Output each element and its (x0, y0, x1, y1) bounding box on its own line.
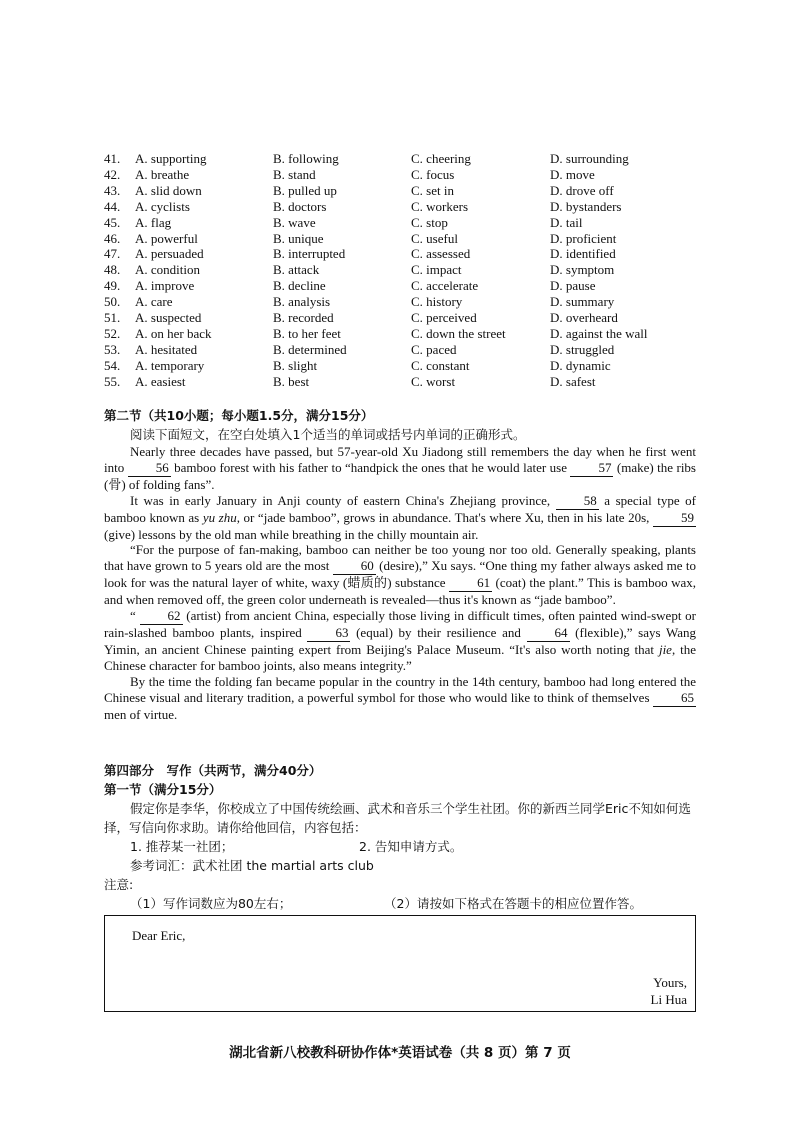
option-d[interactable]: D. drove off (550, 182, 614, 198)
option-c[interactable]: C. accelerate (411, 278, 479, 294)
blank-61[interactable]: 61 (449, 575, 492, 592)
option-b[interactable]: B. recorded (273, 310, 334, 326)
option-b[interactable]: B. pulled up (273, 182, 337, 198)
option-b[interactable]: B. analysis (273, 294, 331, 310)
option-c[interactable]: C. constant (411, 357, 470, 373)
option-c[interactable]: C. worst (411, 373, 456, 389)
option-d[interactable]: D. overheard (550, 310, 618, 326)
requirement-2: 2. 告知申请方式。 (359, 839, 463, 854)
option-b[interactable]: B. following (273, 151, 339, 166)
mc-question-row (104, 199, 700, 215)
option-c[interactable]: C. focus (411, 166, 455, 182)
option-c[interactable]: C. cheering (411, 151, 471, 166)
letter-closing-block (651, 974, 687, 1008)
question-number: 47. (104, 246, 121, 262)
blank-57[interactable]: 57 (570, 460, 613, 477)
option-c[interactable]: C. assessed (411, 246, 471, 262)
section-2-heading: 第二节（共10小题；每小题1.5分，满分15分） (104, 408, 374, 423)
multiple-choice-options (104, 151, 700, 390)
section-2-instruction: 阅读下面短文，在空白处填入1个适当的单词或括号内单词的正确形式。 (130, 427, 526, 442)
option-b[interactable]: B. wave (273, 214, 316, 230)
question-number: 48. (104, 262, 121, 278)
writing-prompt: 假定你是李华，你校成立了中国传统绘画、武术和音乐三个学生社团。你的新西兰同学Eric不知如何选择，写信向你求助。请你给他回信，内容包括： (104, 801, 691, 835)
part-4-sub-heading: 第一节（满分15分） (104, 782, 222, 797)
page-footer: 湖北省新八校教科研协作体*英语试卷（共 8 页）第 7 页 (229, 1045, 571, 1061)
question-number: 44. (104, 198, 121, 214)
option-c[interactable]: C. useful (411, 230, 458, 246)
option-b[interactable]: B. to her feet (273, 325, 341, 341)
blank-65[interactable]: 65 (653, 690, 696, 707)
option-c[interactable]: C. workers (411, 198, 469, 214)
option-a[interactable]: A. breathe (135, 166, 190, 182)
option-a[interactable]: A. suspected (135, 310, 202, 326)
option-d[interactable]: D. proficient (550, 230, 617, 246)
blank-60[interactable]: 60 (333, 558, 376, 575)
blank-62[interactable]: 62 (140, 608, 183, 625)
option-a[interactable]: A. persuaded (135, 246, 204, 262)
option-b[interactable]: B. stand (273, 166, 316, 182)
question-number: 52. (104, 325, 121, 341)
blank-59[interactable]: 59 (653, 510, 696, 527)
passage-paragraph-4: “ 62 (artist) from ancient China, especially those living in difficult times, often painted wind-swept or rain-slashed bamboo plants, inspired 63 (equal) by their resilience and 64 (flexible),” says Wang Yimin, an ancient Chinese painting expert from Beijing's Palace Museum. “It's also worth noting that jie, the Chinese character for bamboo joints, also means integrity.” (104, 608, 696, 673)
option-b[interactable]: B. attack (273, 262, 320, 278)
option-a[interactable]: A. slid down (135, 182, 202, 198)
mc-question-row (104, 342, 700, 358)
option-b[interactable]: B. unique (273, 230, 324, 246)
mc-question-row (104, 246, 700, 262)
option-a[interactable]: A. temporary (135, 357, 205, 373)
option-a[interactable]: A. care (135, 294, 173, 310)
question-number: 43. (104, 182, 121, 198)
question-number: 53. (104, 341, 121, 357)
option-b[interactable]: B. best (273, 373, 310, 389)
question-number: 42. (104, 166, 121, 182)
option-a[interactable]: A. powerful (135, 230, 198, 246)
option-b[interactable]: B. interrupted (273, 246, 346, 262)
letter-signature: Li Hua (650, 992, 687, 1007)
reference-vocabulary: 参考词汇：武术社团 the martial arts club (130, 858, 374, 873)
question-number: 49. (104, 278, 121, 294)
part-4-heading: 第四部分 写作（共两节，满分40分） (104, 763, 322, 778)
option-c[interactable]: C. set in (411, 182, 454, 198)
note-label: 注意: (104, 877, 134, 892)
option-a[interactable]: A. improve (135, 278, 195, 294)
letter-answer-box[interactable] (104, 915, 696, 1012)
question-number: 50. (104, 294, 121, 310)
section-2-grammar-fill (104, 406, 696, 722)
option-d[interactable]: D. identified (550, 246, 616, 262)
option-d[interactable]: D. safest (550, 373, 596, 389)
option-d[interactable]: D. bystanders (550, 198, 622, 214)
mc-question-row (104, 215, 700, 231)
passage-paragraph-2: It was in early January in Anji county of eastern China's Zhejiang province, 58 a special type of bamboo known as yu zhu, or “jade bamboo”, grows in abundance. That's where Xu, then in his late 20s, 59 (give) lessons by the old man while breathing in the chilly mountain air. (104, 492, 696, 542)
option-c[interactable]: C. stop (411, 214, 448, 230)
blank-56[interactable]: 56 (128, 460, 171, 477)
letter-closing: Yours, (653, 975, 687, 990)
note-1: （1）写作词数应为80左右； (130, 896, 292, 911)
option-d[interactable]: D. summary (550, 294, 615, 310)
part-4-writing (104, 761, 696, 913)
option-a[interactable]: A. condition (135, 262, 200, 278)
blank-64[interactable]: 64 (527, 625, 570, 642)
option-d[interactable]: D. dynamic (550, 357, 611, 373)
question-number: 46. (104, 230, 121, 246)
question-number: 55. (104, 373, 121, 389)
option-b[interactable]: B. determined (273, 341, 347, 357)
mc-question-row (104, 278, 700, 294)
mc-question-row (104, 167, 700, 183)
option-b[interactable]: B. decline (273, 278, 326, 294)
mc-question-row (104, 358, 700, 374)
passage-paragraph-3: “For the purpose of fan-making, bamboo can neither be too young nor too old. Generally speaking, plants that have grown to 5 years old are the most 60 (desire),” Xu says. “One thing my father always asked me to look for was the natural layer of white, waxy (蜡质的) substance 61 (coat) the plant.” This is bamboo wax, and when removed off, the green color underneath is revealed—thus it's known as “jade bamboo”. (104, 542, 697, 608)
option-c[interactable]: C. history (411, 294, 463, 310)
option-b[interactable]: B. doctors (273, 198, 327, 214)
mc-question-row (104, 151, 700, 167)
blank-63[interactable]: 63 (307, 625, 350, 642)
option-a[interactable]: A. flag (135, 214, 172, 230)
option-d[interactable]: D. pause (550, 278, 596, 294)
mc-question-row (104, 326, 700, 342)
option-a[interactable]: A. supporting (135, 151, 207, 166)
option-d[interactable]: D. surrounding (550, 151, 629, 166)
note-2: （2）请按如下格式在答题卡的相应位置作答。 (384, 896, 642, 911)
question-number: 51. (104, 310, 121, 326)
option-c[interactable]: C. impact (411, 262, 462, 278)
question-number: 54. (104, 357, 121, 373)
writing-requirements (104, 837, 696, 856)
requirement-1: 1. 推荐某一社团； (130, 839, 234, 854)
mc-question-row (104, 294, 700, 310)
passage-paragraph-5: By the time the folding fan became popular in the country in the 14th century, bamboo had long entered the Chinese visual and literary tradition, a powerful symbol for those who would like to think of themselves 65 men of virtue. (104, 673, 696, 722)
mc-question-row (104, 310, 700, 326)
question-number: 41. (104, 151, 121, 166)
option-c[interactable]: C. down the street (411, 325, 506, 341)
option-a[interactable]: A. hesitated (135, 341, 198, 357)
mc-question-row (104, 231, 700, 247)
option-c[interactable]: C. paced (411, 341, 457, 357)
option-d[interactable]: D. symptom (550, 262, 615, 278)
option-c[interactable]: C. perceived (411, 310, 477, 326)
letter-greeting: Dear Eric, (132, 928, 186, 943)
option-b[interactable]: B. slight (273, 357, 318, 373)
option-d[interactable]: D. tail (550, 214, 583, 230)
option-d[interactable]: D. against the wall (550, 325, 648, 341)
option-a[interactable]: A. cyclists (135, 198, 190, 214)
question-number: 45. (104, 214, 121, 230)
mc-question-row (104, 374, 700, 390)
option-a[interactable]: A. on her back (135, 325, 212, 341)
mc-question-row (104, 183, 700, 199)
blank-58[interactable]: 58 (556, 493, 599, 510)
option-a[interactable]: A. easiest (135, 373, 186, 389)
mc-question-row (104, 262, 700, 278)
passage-paragraph-1: Nearly three decades have passed, but 57-year-old Xu Jiadong still remembers the day when he first went into 56 bamboo forest with his father to “handpick the ones that he would later use 57 (make) the ribs (骨) of folding fans”. (104, 444, 696, 492)
option-d[interactable]: D. move (550, 166, 595, 182)
notes (104, 894, 696, 913)
option-d[interactable]: D. struggled (550, 341, 615, 357)
